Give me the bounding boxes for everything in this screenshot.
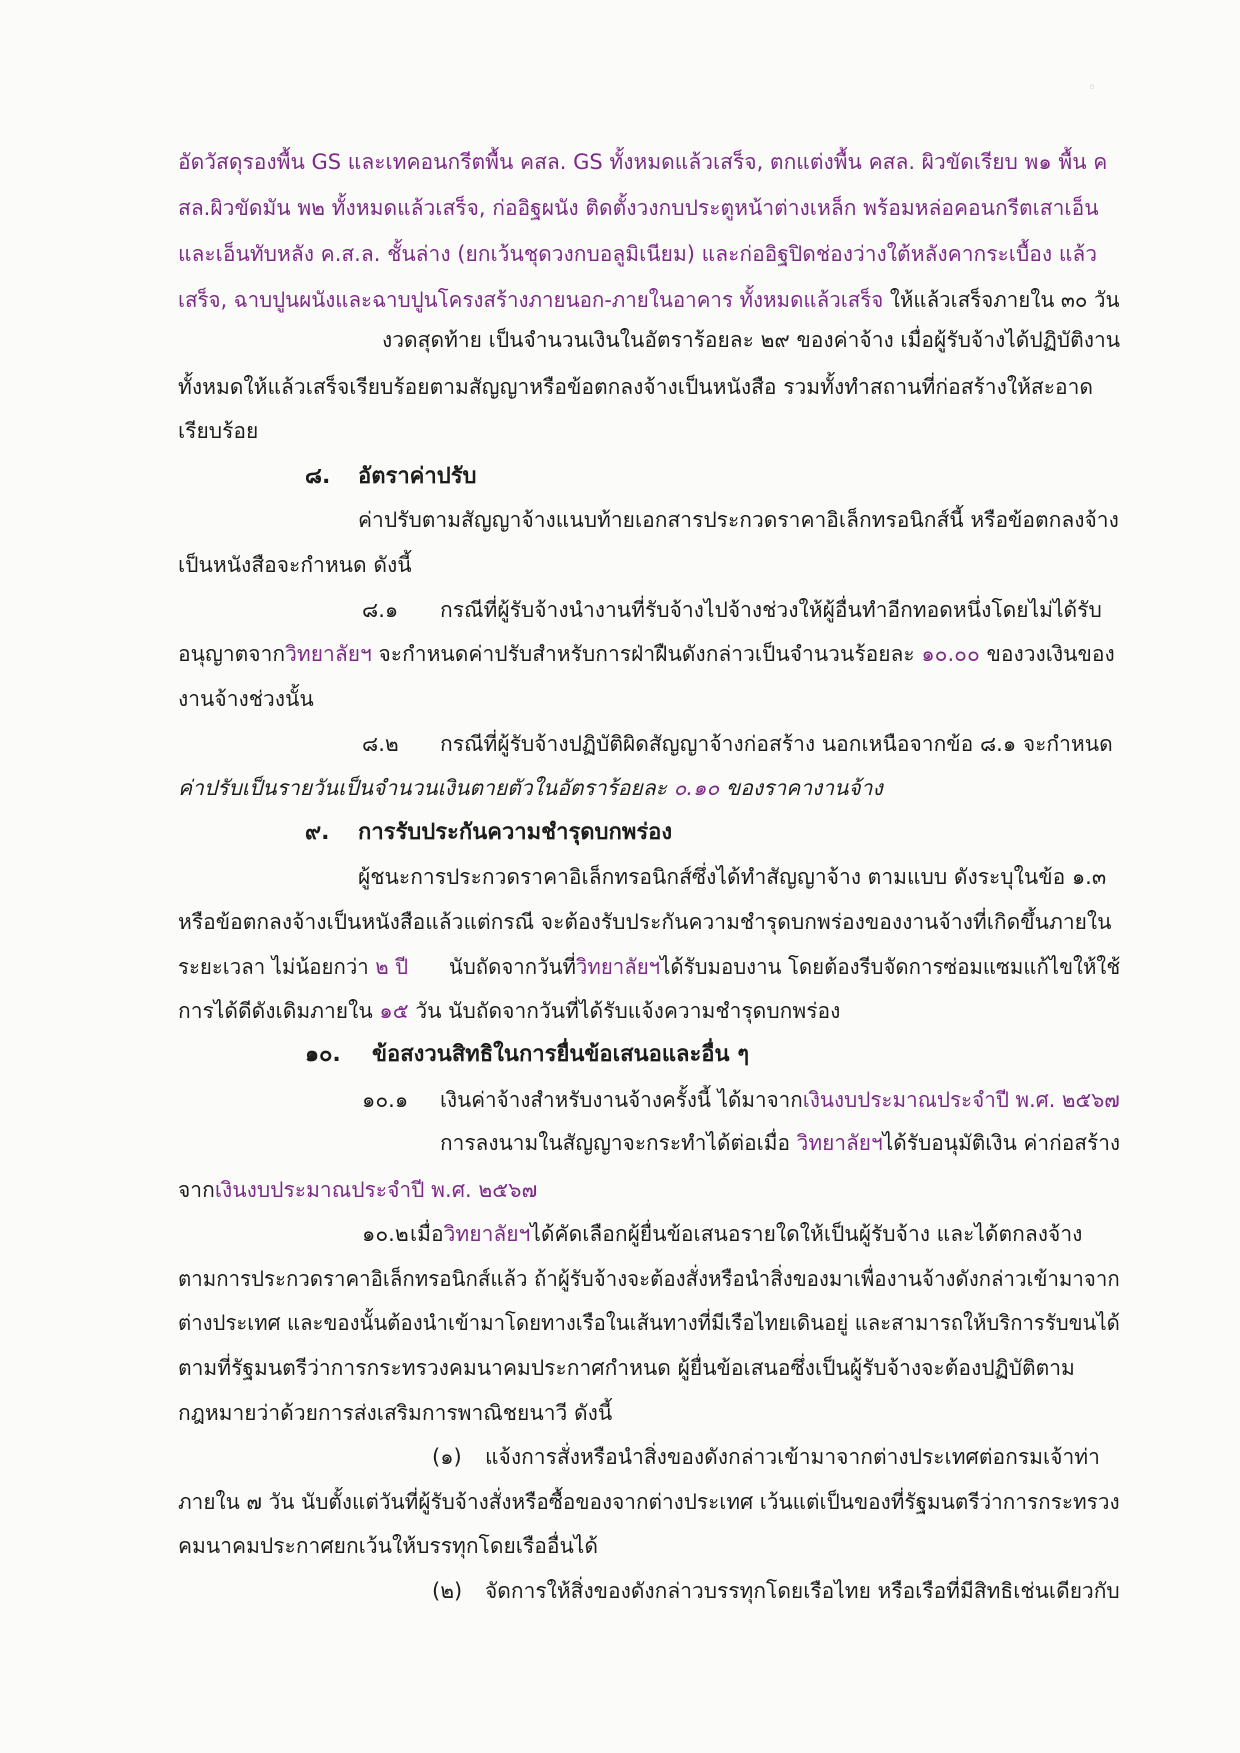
text-line: จัดการให้สิ่งของดังกล่าวบรรทุกโดยเรือไทย หรือเรือที่มีสิทธิเช่นเดียวกับ [485, 1579, 1120, 1603]
text-span: จาก [178, 1178, 215, 1202]
text-span: ได้รับมอบงาน โดยต้องรีบจัดการซ่อมแซมแก้ไขให้ใช้ [660, 955, 1121, 979]
text-line: เป็นหนังสือจะกำหนด ดังนี้ [178, 553, 412, 577]
text-span: วิทยาลัยฯ [575, 955, 661, 979]
text-line [178, 996, 840, 1026]
item-number: (๒) [432, 1579, 463, 1603]
clause-number: ๘.๒ [362, 732, 399, 756]
text-span: การได้ดีดังเดิมภายใน [178, 999, 380, 1023]
text-span: เงินค่าจ้างสำหรับงานจ้างครั้งนี้ ได้มาจาก [440, 1088, 803, 1112]
text-line: กฎหมายว่าด้วยการส่งเสริมการพาณิชยนาวี ดังนี้ [178, 1401, 613, 1425]
text-line [178, 639, 1115, 669]
text-line [178, 1175, 537, 1205]
section-number: ๙. [305, 820, 330, 845]
text-line [178, 285, 1120, 315]
text-span: ให้แล้วเสร็จภายใน ๓๐ วัน [889, 288, 1120, 312]
text-line: ตามการประกวดราคาอิเล็กทรอนิกส์แล้ว ถ้าผู้รับจ้างจะต้องสั่งหรือนำสิ่งของมาเพื่องานจ้างดังกล่าวเข้ามาจาก [178, 1267, 1120, 1291]
text-span: จะกำหนดค่าปรับสำหรับการฝ่าฝืนดังกล่าวเป็นจำนวนร้อยละ [371, 642, 922, 666]
text-span: ค่าปรับเป็นรายวันเป็นจำนวนเงินตายตัวในอัตราร้อยละ [178, 776, 674, 800]
text-span: นับถัดจากวันที่ [448, 955, 576, 979]
text-line [440, 1128, 1120, 1158]
text-line: สล.ผิวขัดมัน พ๒ ทั้งหมดแล้วเสร็จ, ก่ออิฐผนัง ติดตั้งวงกบประตูหน้าต่างเหล็ก พร้อมหล่อคอนกรีตเสาเอ็น [178, 196, 1099, 220]
section-heading: อัตราค่าปรับ [358, 464, 477, 489]
text-line: กรณีที่ผู้รับจ้างปฏิบัติผิดสัญญาจ้างก่อสร้าง นอกเหนือจากข้อ ๘.๑ จะกำหนด [440, 732, 1113, 756]
clause-number: ๑๐.๑ [362, 1088, 409, 1112]
section-number: ๘. [305, 464, 331, 489]
text-span: เมื่อ [410, 1222, 444, 1246]
text-line: ต่างประเทศ และของนั้นต้องนำเข้ามาโดยทางเรือในเส้นทางที่มีเรือไทยเดินอยู่ และสามารถให้บริการรับขนได้ [178, 1311, 1120, 1335]
text-line: อัดวัสดุรองพื้น GS และเทคอนกรีตพื้น คสล. GS ทั้งหมดแล้วเสร็จ, ตกแต่งพื้น คสล. ผิวขัดเรียบ พ๑ พื้น ค [178, 150, 1108, 174]
text-span: วิทยาลัยฯ [796, 1131, 883, 1155]
text-span: ระยะเวลา ไม่น้อยกว่า [178, 955, 376, 979]
text-line: ตามที่รัฐมนตรีว่าการกระทรวงคมนาคมประกาศกำหนด ผู้ยื่นข้อเสนอซึ่งเป็นผู้รับจ้างจะต้องปฏิบัติตาม [178, 1356, 1075, 1380]
text-span: ๐.๑๐ [673, 776, 720, 800]
text-span: เงินงบประมาณประจำปี พ.ศ. ๒๕๖๗ [802, 1088, 1120, 1112]
text-line: ภายใน ๗ วัน นับตั้งแต่วันที่ผู้รับจ้างสั่งหรือซื้อของจากต่างประเทศ เว้นแต่เป็นของที่รัฐมนตรีว่าการกระทรวง [178, 1490, 1120, 1514]
text-span: ของวงเงินของ [979, 642, 1115, 666]
text-line [410, 1219, 1082, 1249]
text-span: ได้คัดเลือกผู้ยื่นข้อเสนอรายใดให้เป็นผู้รับจ้าง และได้ตกลงจ้าง [530, 1222, 1083, 1246]
text-line: และเอ็นทับหลัง ค.ส.ล. ชั้นล่าง (ยกเว้นชุดวงกบอลูมิเนียม) และก่ออิฐปิดช่องว่างใต้หลังคากระเบื้อง แล้ว [178, 242, 1098, 266]
text-line [440, 1085, 1120, 1115]
section-heading: ข้อสงวนสิทธิในการยื่นข้อเสนอและอื่น ๆ [372, 1042, 750, 1067]
text-span: ได้รับอนุมัติเงิน ค่าก่อสร้าง [882, 1131, 1121, 1155]
text-line: งวดสุดท้าย เป็นจำนวนเงินในอัตราร้อยละ ๒๙ ของค่าจ้าง เมื่อผู้รับจ้างได้ปฏิบัติงาน [382, 328, 1121, 352]
text-line: ผู้ชนะการประกวดราคาอิเล็กทรอนิกส์ซึ่งได้ทำสัญญาจ้าง ตามแบบ ดังระบุในข้อ ๑.๓ [358, 865, 1107, 889]
text-line: คมนาคมประกาศยกเว้นให้บรรทุกโดยเรืออื่นได้ [178, 1534, 598, 1558]
text-span: ๒ ปี [375, 955, 409, 979]
text-line: ทั้งหมดให้แล้วเสร็จเรียบร้อยตามสัญญาหรือข้อตกลงจ้างเป็นหนังสือ รวมทั้งทำสถานที่ก่อสร้างให้สะอาด [178, 375, 1094, 399]
text-span: ๑๐.๐๐ [921, 642, 980, 666]
clause-number: ๑๐.๒ [362, 1222, 409, 1246]
text-line: แจ้งการสั่งหรือนำสิ่งของดังกล่าวเข้ามาจากต่างประเทศต่อกรมเจ้าท่า [485, 1445, 1100, 1469]
text-span: ๑๕ [379, 999, 409, 1023]
text-span: ของราคางานจ้าง [719, 776, 883, 800]
text-span: วัน นับถัดจากวันที่ได้รับแจ้งความชำรุดบกพร่อง [408, 999, 841, 1023]
text-span: อนุญาตจาก [178, 642, 286, 666]
text-span: เสร็จ, ฉาบปูนผนังและฉาบปูนโครงสร้างภายนอก-ภายในอาคาร ทั้งหมดแล้วเสร็จ [178, 288, 890, 312]
text-span: วิทยาลัยฯ [285, 642, 372, 666]
text-line: หรือข้อตกลงจ้างเป็นหนังสือแล้วแต่กรณี จะต้องรับประกันความชำรุดบกพร่องของงานจ้างที่เกิดขึ้นภายใน [178, 910, 1112, 934]
text-line: กรณีที่ผู้รับจ้างนำงานที่รับจ้างไปจ้างช่วงให้ผู้อื่นทำอีกทอดหนึ่งโดยไม่ได้รับ [440, 598, 1102, 622]
section-number: ๑๐. [305, 1042, 341, 1067]
section-heading: การรับประกันความชำรุดบกพร่อง [358, 820, 673, 845]
clause-number: ๘.๑ [362, 598, 399, 622]
text-line [178, 952, 1120, 982]
text-line: ค่าปรับตามสัญญาจ้างแนบท้ายเอกสารประกวดราคาอิเล็กทรอนิกส์นี้ หรือข้อตกลงจ้าง [358, 508, 1119, 532]
text-span: การลงนามในสัญญาจะกระทำได้ต่อเมื่อ [440, 1131, 797, 1155]
text-span: วิทยาลัยฯ [443, 1222, 531, 1246]
text-line [178, 773, 883, 803]
item-number: (๑) [432, 1445, 462, 1469]
text-line: งานจ้างช่วงนั้น [178, 687, 314, 711]
scan-speck-icon: ◦ [1088, 80, 1097, 96]
text-line: เรียบร้อย [178, 419, 259, 443]
text-span: เงินงบประมาณประจำปี พ.ศ. ๒๕๖๗ [214, 1178, 538, 1202]
